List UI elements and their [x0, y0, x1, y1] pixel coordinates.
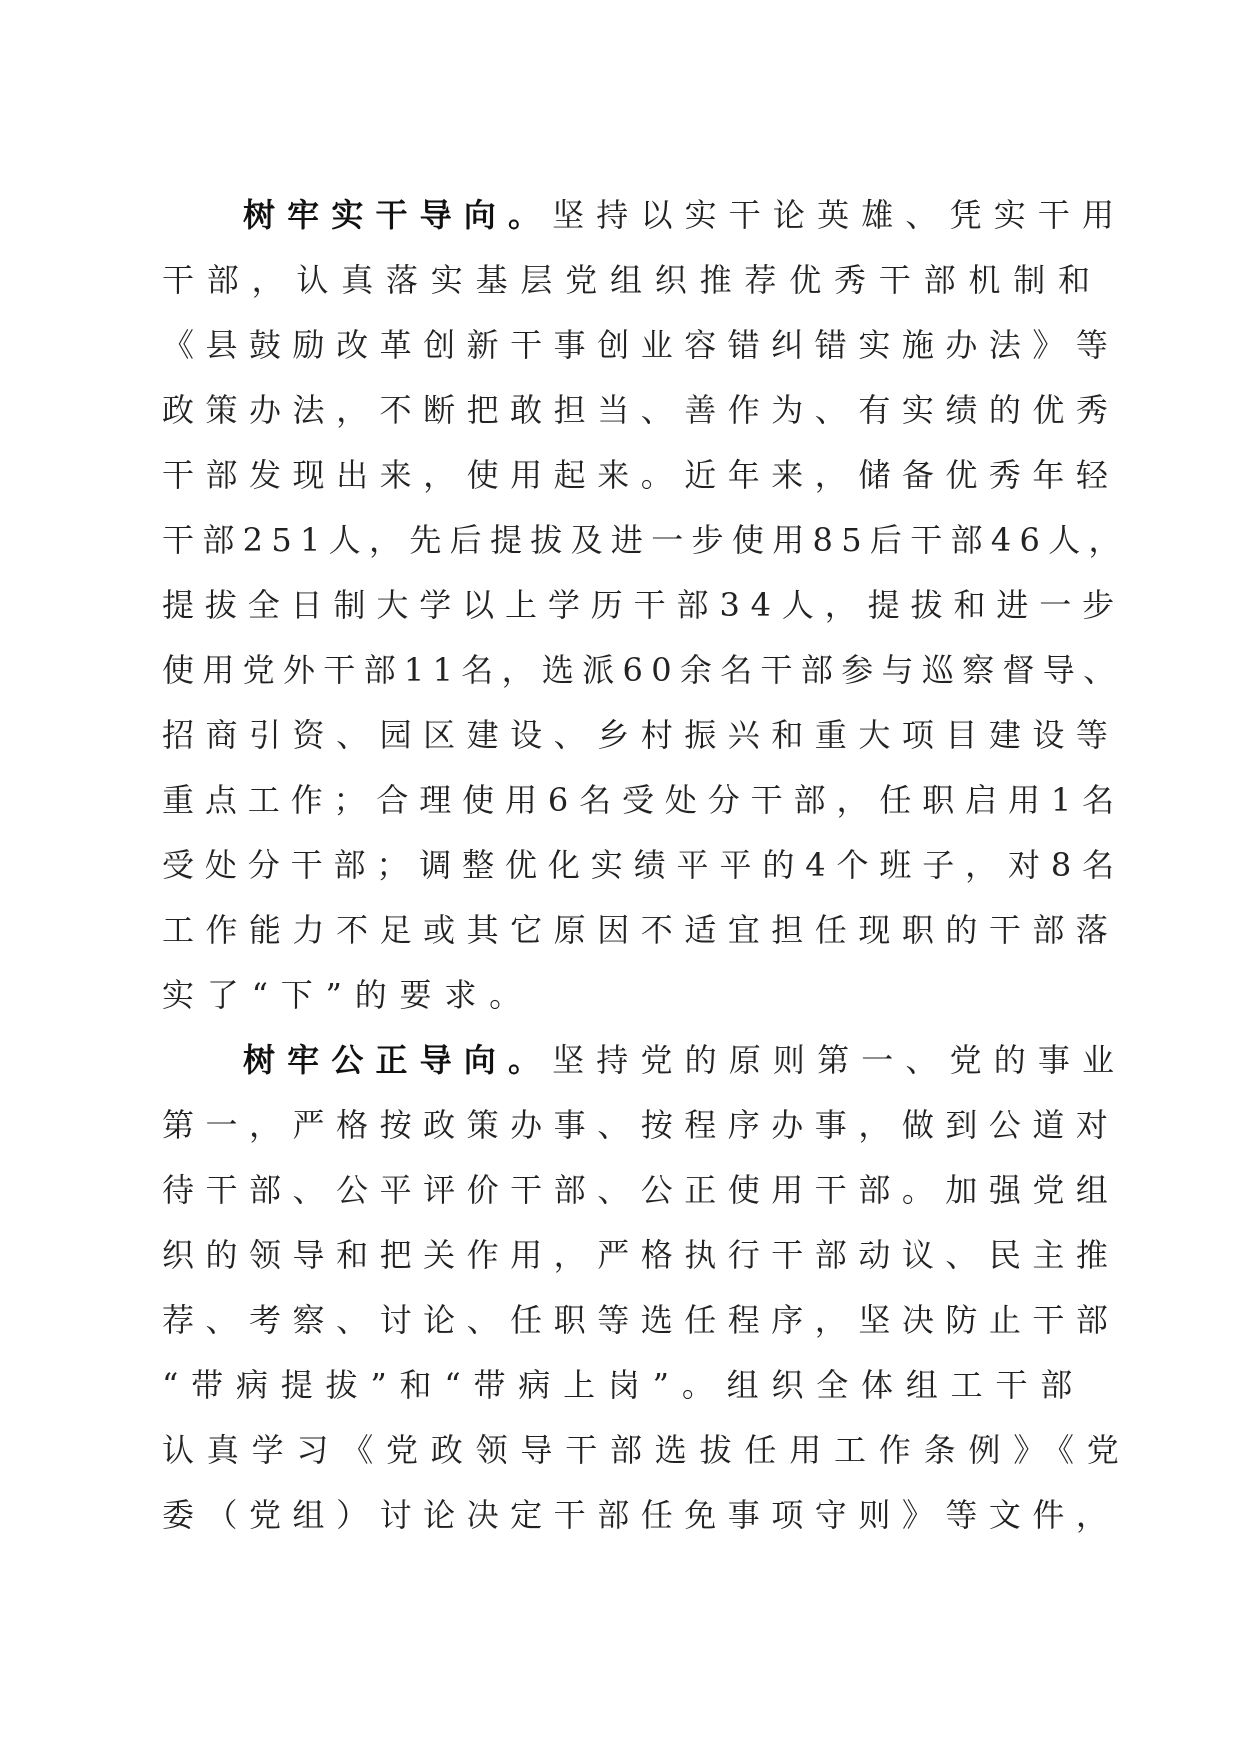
- paragraph-2-line-8: 委（党组）讨论决定干部任免事项守则》等文件，: [162, 1496, 1120, 1534]
- paragraph-1-line-1: [243, 182, 1132, 248]
- paragraph-2-line-1: [243, 1027, 1132, 1093]
- paragraph-1-line-7: 提拔全日制大学以上学历干部34人，提拔和进一步: [162, 586, 1125, 624]
- paragraph-1-line-13: 实了“下”的要求。: [162, 976, 534, 1014]
- paragraph-2-line-2: 第一，严格按政策办事、按程序办事，做到公道对: [162, 1106, 1120, 1144]
- paragraph-1-line-5: 干部发现出来，使用起来。近年来，储备优秀年轻: [162, 456, 1120, 494]
- paragraph-1-line-8: 使用党外干部11名，选派60余名干部参与巡察督导、: [162, 651, 1124, 689]
- paragraph-2-line-5: 荐、考察、讨论、任职等选任程序，坚决防止干部: [162, 1301, 1120, 1339]
- paragraph-1-line-6: 干部251人，先后提拔及进一步使用85后干部46人，: [162, 521, 1129, 559]
- paragraph-2-line-6: “带病提拔”和“带病上岗”。组织全体组工干部: [162, 1366, 1086, 1404]
- paragraph-2-line-4: 织的领导和把关作用，严格执行干部动议、民主推: [162, 1236, 1120, 1274]
- paragraph-1-heading: 树牢实干导向。: [243, 196, 553, 234]
- paragraph-2-line-3: 待干部、公平评价干部、公正使用干部。加强党组: [162, 1171, 1120, 1209]
- paragraph-1-line-2: 干部，认真落实基层党组织推荐优秀干部机制和: [162, 261, 1103, 299]
- paragraph-1-line-9: 招商引资、园区建设、乡村振兴和重大项目建设等: [162, 716, 1120, 754]
- paragraph-2-text: 坚持党的原则第一、党的事业: [552, 1041, 1127, 1079]
- paragraph-1-line-11: 受处分干部；调整优化实绩平平的4个班子，对8名: [162, 846, 1125, 884]
- paragraph-2-line-7: 认真学习《党政领导干部选拔任用工作条例》《党: [162, 1431, 1132, 1469]
- paragraph-2-heading: 树牢公正导向。: [243, 1041, 553, 1079]
- paragraph-1-line-12: 工作能力不足或其它原因不适宜担任现职的干部落: [162, 911, 1120, 949]
- paragraph-1-line-3: 《县鼓励改革创新干事创业容错纠错实施办法》等: [162, 326, 1120, 364]
- paragraph-1-line-4: 政策办法，不断把敢担当、善作为、有实绩的优秀: [162, 391, 1120, 429]
- paragraph-1-line-10: 重点工作；合理使用6名受处分干部，任职启用1名: [162, 781, 1125, 819]
- paragraph-1-text: 坚持以实干论英雄、凭实干用: [552, 196, 1127, 234]
